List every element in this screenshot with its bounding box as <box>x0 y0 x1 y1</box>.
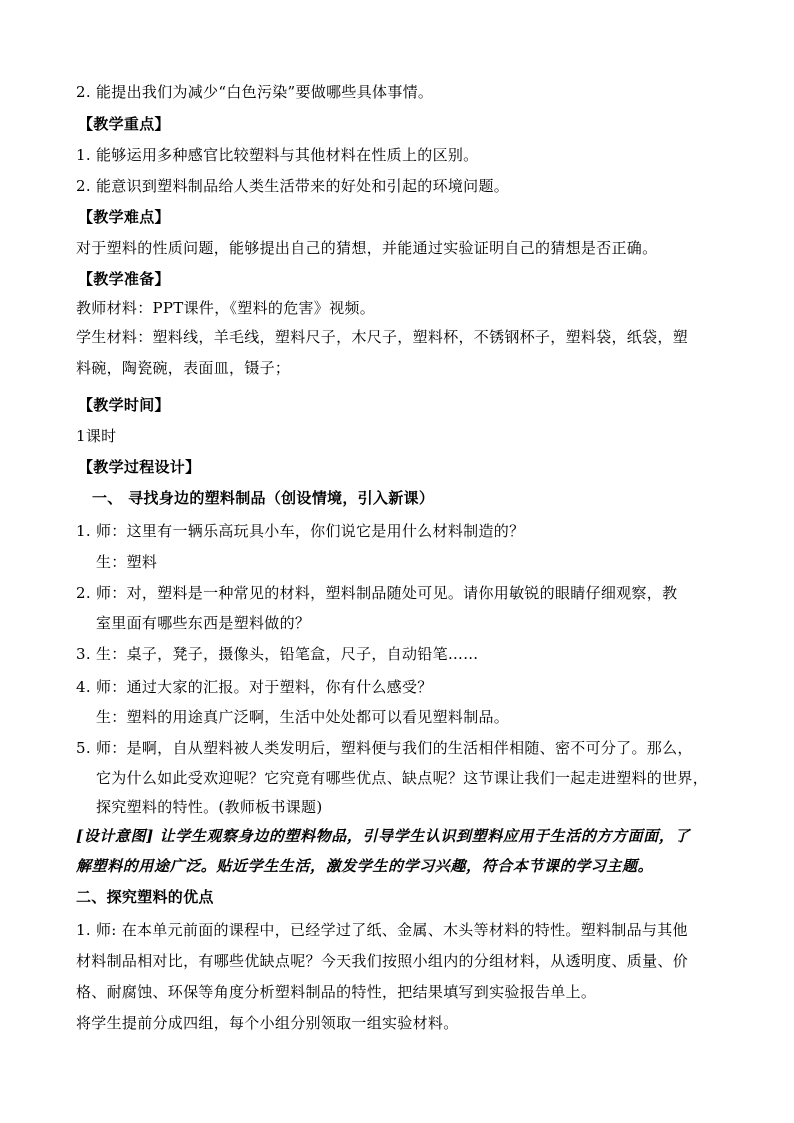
heading-difficulty: 【教学难点】 <box>78 208 170 226</box>
process-step-1: 1. 师：这里有一辆乐高玩具小车，你们说它是用什么材料制造的？ <box>76 522 525 540</box>
process-step-5-line-2: 它为什么如此受欢迎呢？它究竟有哪些优点、缺点呢？这节课让我们一起走进塑料的世界， <box>96 769 709 787</box>
teacher-materials: 教师材料：PPT课件，《塑料的危害》视频。 <box>76 299 375 317</box>
process-step-2-line-2: 室里面有哪些东西是塑料做的？ <box>96 614 311 632</box>
section-1-heading: 一、 寻找身边的塑料制品（创设情境，引入新课） <box>92 489 435 507</box>
objective-2: 2. 能提出我们为减少“白色污染”要做哪些具体事情。 <box>76 83 434 101</box>
process-step-2-line-1: 2. 师：对，塑料是一种常见的材料，塑料制品随处可见。请你用敏锐的眼睛仔细观察，教 <box>76 584 678 602</box>
section-2-para-line-4: 将学生提前分成四组，每个小组分别领取一组实验材料。 <box>76 1014 459 1032</box>
heading-process: 【教学过程设计】 <box>78 458 201 476</box>
time-value: 1课时 <box>76 427 117 445</box>
key-point-2: 2. 能意识到塑料制品给人类生活带来的好处和引起的环境问题。 <box>76 177 510 195</box>
design-intent-line-1: [设计意图] 让学生观察身边的塑料物品，引导学生认识到塑料应用于生活的方方面面，了 <box>76 827 691 845</box>
process-step-3: 3. 生：桌子，凳子，摄像头，铅笔盒，尺子，自动铅笔…… <box>76 645 479 663</box>
student-materials-line-1: 学生材料：塑料线，羊毛线，塑料尺子，木尺子，塑料杯，不锈钢杯子，塑料袋，纸袋，塑 <box>76 328 689 346</box>
key-point-1: 1. 能够运用多种感官比较塑料与其他材料在性质上的区别。 <box>76 146 479 164</box>
design-intent-line-2: 解塑料的用途广泛。贴近学生生活，激发学生的学习兴趣，符合本节课的学习主题。 <box>76 857 654 875</box>
heading-preparation: 【教学准备】 <box>78 270 170 288</box>
section-2-para-line-2: 材料制品相对比，有哪些优缺点呢？今天我们按照小组内的分组材料，从透明度、质量、价 <box>76 952 689 970</box>
section-2-para-line-1: 1. 师: 在本单元前面的课程中，已经学过了纸、金属、木头等材料的特性。塑料制品与其他 <box>76 921 688 939</box>
process-answer-1: 生：塑料 <box>96 553 158 571</box>
difficulty-text: 对于塑料的性质问题，能够提出自己的猜想，并能通过实验证明自己的猜想是否正确。 <box>76 239 658 257</box>
process-step-5-line-1: 5. 师：是啊，自从塑料被人类发明后，塑料便与我们的生活相伴相随、密不可分了。那么， <box>76 739 693 757</box>
student-materials-line-2: 料碗，陶瓷碗，表面皿，镊子； <box>76 359 291 377</box>
process-step-4: 4. 师：通过大家的汇报。对于塑料，你有什么感受？ <box>76 678 433 696</box>
process-answer-4: 生：塑料的用途真广泛啊，生活中处处都可以看见塑料制品。 <box>96 708 510 726</box>
section-2-heading: 二、探究塑料的优点 <box>76 888 214 906</box>
process-step-5-line-3: 探究塑料的特性。(教师板书课题) <box>96 798 323 816</box>
section-2-para-line-3: 格、耐腐蚀、环保等角度分析塑料制品的特性，把结果填写到实验报告单上。 <box>76 983 597 1001</box>
heading-time: 【教学时间】 <box>78 396 170 414</box>
heading-key-points: 【教学重点】 <box>78 115 170 133</box>
